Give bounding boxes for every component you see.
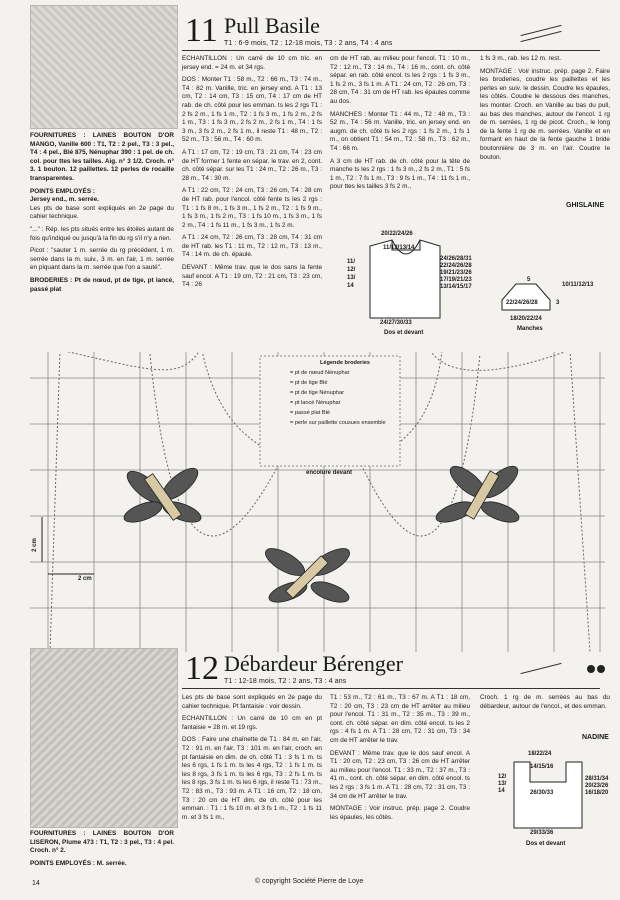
signature-12: NADINE	[582, 734, 609, 741]
col2a-11: cm de HT rab. au milieu pour l'encol. T1 : 10 m., T2 : 12 m., T3 : 14 m., T4 : 16 m., cont. ch. côté sépar. en rab. côté encol. ts les 2 rgs : 1 fs 3 m., 1 fs 2 m., 3 fs 1 m. A T1 : 24 cm, T2 : 26 cm, T3 : 28 cm, T4 : 31 cm de HT rab. les épaules comme au dos.	[330, 55, 470, 105]
schema11-top: 20/22/24/26	[381, 231, 413, 237]
manches2-11: A 3 cm de HT rab. de ch. côté pour la tête de manche ts les 2 rgs : 1 fs 3 m., 2 fs 2 m., T1 : 5 fs 1 m., T2 : 7 fs 1 m., T3 : 9 fs 1 m., T4 : 11 fs 1 m., pour ttes les tailles 3 fs 2 m.,	[330, 157, 470, 191]
difficulty-dots	[585, 660, 605, 678]
schema11-bottom: 24/27/30/33	[380, 320, 412, 326]
needles-icon	[521, 663, 562, 674]
dragonfly-left	[121, 463, 203, 526]
vest-photo	[30, 648, 178, 828]
points-jersey: Jersey end., m. serrée.	[30, 196, 99, 204]
sleeve-bottom: 18/20/22/24	[510, 316, 542, 322]
column-3-12	[330, 694, 470, 826]
devant-11: DEVANT : Même trav. que le dos sans la fente sauf encol. A T1 : 19 cm, T2 : 21 cm, T3 : 23 cm, T4 : 26	[182, 264, 322, 289]
fournitures-11: FOURNITURES : LAINES BOUTON D'OR MANGO, Vanille 600 : T1, T2 : 2 pel., T3 : 3 pel., T4 : 4 pel., Blé 875, Nénuphar 390 : 1 pel. de ch. col. pour ttes les tailles. Aig. n° 3 1/2. Croch. n° 3. 1 bouton. 12 paillettes. 12 perles de rocaille transparentes.	[30, 132, 174, 182]
column-2-12	[182, 694, 322, 826]
schema12-top: 18/22/24	[528, 751, 552, 757]
column-3-11	[330, 55, 470, 196]
left-column-12	[30, 830, 174, 872]
pattern-title-12: Débardeur Bérenger	[224, 651, 403, 676]
schema12-caption: Dos et devant	[526, 841, 566, 847]
manches-11: MANCHES : Monter T1 : 44 m., T2 : 48 m., T3 : 52 m., T4 : 56 m. Vanille, tric. en jersey end. en augm. de ch. côté ts les 2 rgs : 1 fs 2 m., 1 fs 1 m., on obtient T1 : 54 m., T2 : 58 m., T3 : 62 m., T4 : 66 m.	[330, 110, 470, 152]
legend-item: = pt lancé Nénuphar	[290, 400, 341, 406]
dos3-11: A T1 : 22 cm, T2 : 24 cm, T3 : 26 cm, T4 : 28 cm de HT rab. pour l'encol. côté fente ts les 2 rgs : T1 : 1 fs 8 m., 1 fs 3 m., 1 fs 2 m., T2 : 1 fs 9 m., 1 fs 3 m., 1 fs 2 m., T3 : 1 fs 10 m., 1 fs 3 m., 1 fs 2 m., T4 : 1 fs 11 m., 1 fs 3 m., 1 fs 2 m.	[182, 187, 322, 229]
dos4-11: A T1 : 24 cm, T2 : 26 cm, T3 : 28 cm, T4 : 31 cm de HT rab. les T1 : 11 m., T2 : 12 m., T3 : 13 m., T4 : 14 m. de ch. épaule.	[182, 234, 322, 259]
echantillon-11: ECHANTILLON : Un carré de 10 cm tric. en jersey end. = 24 m. et 34 rgs.	[182, 55, 322, 71]
dos2-11: A T1 : 17 cm, T2 : 19 cm, T3 : 21 cm, T4 : 23 cm de HT former 1 fente en sépar. le trav. en 2, cont. ch. côté sépar. sur les T1 : 24 m., T2 : 26 m., T3 : 28 m., T4 : 30 m.	[182, 148, 322, 182]
schema12-mid: 26/30/33	[530, 790, 554, 796]
sleeve-side: 3	[556, 300, 560, 306]
pattern-number-12: 12	[185, 650, 219, 687]
grid-h-label: 2 cm	[78, 576, 92, 582]
sleeve-mid: 22/24/26/28	[506, 300, 538, 306]
montage-11: MONTAGE : Voir instruc. prép. page 2. Faire les broderies, coudre les paillettes et les perles en suiv. le dessin. Coudre les épaules, les côtés. Coudre le dessous des manches, les monter. Croch. en Vanille au bas du pull, au bas des manches, autour de l'encol. 1 rg de m. serrées, 1 rg de picot. Croch., le long de la fente 1 rg de m. serrées. Vanille et en formant en haut de la fente gauche 1 bride boutonnière de 3 m. en l'air. Coudre le bouton.	[480, 67, 610, 161]
header-rule	[182, 688, 600, 689]
schema12-right: 28/31/34 20/23/26 16/18/20	[585, 776, 609, 796]
schema11-caption: Dos et devant	[384, 330, 424, 336]
schema11-left: 11/ 12/ 13/ 14	[347, 259, 356, 289]
legend-item: = pt de tige Nénuphar	[290, 390, 344, 396]
legend-item: = pt de nœud Nénuphar	[290, 370, 350, 376]
picot: Picot : "sauter 1 m. serrée du rg précédent, 1 m. serrée dans la m. suiv., 3 m. en l'air, 1 m. serrée en piquant dans la m. serrée que l'on a sauté".	[30, 247, 174, 272]
legend-item: = perle sur paillette cousues ensemble	[290, 420, 386, 426]
dragonfly-center	[261, 543, 353, 606]
intro-12: Les pts de base sont expliqués en 2e page du cahier technique. Pt fantaisie : voir dessin.	[182, 694, 322, 710]
legend-item: = passé plat Blé	[290, 410, 330, 416]
echantillon-12: ECHANTILLON : Un carré de 10 cm en pt fantaisie = 28 m. et 19 rgs.	[182, 715, 322, 731]
sleeve-top: 5	[527, 277, 531, 283]
devant-12: DEVANT : Même trav. que le dos sauf encol. A T1 : 20 cm, T2 : 23 cm, T3 : 26 cm de HT arrêter au milieu pour l'encol. T1 : 33 m., T2 : 37 m., T3 : 41 m., cont. ch. côté sépar. en dim. côté encol. ts les 2 rgs : 3 fs 1 m. A T1 : 28 cm, T2 : 31 cm, T3 : 34 cm de HT arrêter le trav.	[330, 749, 470, 800]
points-title-11: POINTS EMPLOYÉS :	[30, 187, 95, 195]
grid-v-label: 2 cm	[31, 538, 38, 552]
pattern-sizes-11: T1 : 6-9 mois, T2 : 12-18 mois, T3 : 2 ans, T4 : 4 ans	[224, 40, 393, 47]
dragonfly-right	[433, 461, 522, 526]
dos-12: DOS : Faire une chaînette de T1 : 84 m. en l'air, T2 : 91 m. en l'air, T3 : 101 m. en l'air, croch. en pt fantaisie en dim. de ch. côté T1 : 3 fs 1 m. ts les 6 rgs, 1 fs 1 m. ts les 4 rgs, T2 : 1 fs 1 m. ts les 8 rgs, 3 fs 1 m. ts les 6 rgs, T3 : 2 fs 1 m. ts les 8 rgs, 3 fs 1 m. ts les 6 rgs, il reste T1 : 73 m., T2 : 83 m., T3 : 93 m. A T1 : 16 cm, T2 : 18 cm, T3 : 20 cm de HT dim. de ch. côté pour les emman. : T1 : 1 fs 10 m. et 3 fs 1 m., T2 : 1 fs 11 m. et 3 fs 1 m.,	[182, 736, 322, 821]
legend-title: Légende broderies	[319, 360, 371, 366]
montage-12: MONTAGE : Voir instruc. prép. page 2. Coudre les épaules, les côtés.	[330, 805, 470, 821]
sleeve-right: 10/11/12/13	[562, 282, 594, 288]
schema12-neck: 14/15/16	[530, 764, 554, 770]
schema12-left: 12/ 13/ 14	[498, 774, 507, 794]
embroidery-legend	[290, 358, 400, 428]
legend-item: = pt de tige Blé	[290, 380, 328, 386]
pattern-title-11: Pull Basile	[224, 13, 320, 38]
pattern-sizes-12: T1 : 12-18 mois, T2 : 2 ans, T3 : 4 ans	[224, 678, 347, 685]
schema11-right: 24/26/28/31 22/24/26/28 19/21/23/26 17/19/21/23 13/14/15/17	[440, 256, 472, 290]
copyright: © copyright Société Pierre de Loye	[255, 878, 364, 885]
schema11-neck: 11/12/13/14	[383, 245, 415, 251]
encolure-label: encolure devant	[306, 470, 353, 476]
col3-11: 1 fs 3 m., rab. les 12 m. rest.	[480, 55, 561, 62]
sleeve-caption: Manches	[517, 326, 543, 332]
needles-icon	[521, 25, 562, 36]
column-2-11	[182, 55, 322, 294]
points-12: POINTS EMPLOYÉS : M. serrée.	[30, 859, 127, 867]
page-number: 14	[32, 880, 40, 887]
broderies: BRODERIES : Pt de nœud, pt de tige, pt lancé, passé plat	[30, 276, 174, 293]
fournitures-12: FOURNITURES : LAINES BOUTON D'OR LISERON, Plume 473 : T1, T2 : 3 pel., T3 : 4 pel. Croch. n° 2.	[30, 830, 174, 855]
dos-11: DOS : Monter T1 : 58 m., T2 : 66 m., T3 : 74 m., T4 : 82 m. Vanille, tric. en jersey end. A T1 : 13 cm, T2 : 14 cm, T3 : 15 cm, T4 : 17 cm de HT rab. de ch. côté pour les emman. ts les 2 rgs T1 : 2 fs 2 m., 1 fs 1 m., T2 : 1 fs 3 m., 1 fs 2 m., 2 fs 1 m., T3 : 1 fs 3 m., 2 fs 2 m., 2 fs 1 m., T4 : 1 fs 3 m., 3 fs 2 m., 2 fs 1 m., il reste T1 : 48 m., T2 : 52 m., T3 : 56 m., T4 : 60 m.	[182, 76, 322, 144]
signature-11: GHISLAINE	[566, 202, 605, 209]
col3-12: Croch. 1 rg de m. serrées au bas du débardeur, autour de l'encol., et des emman.	[480, 694, 610, 710]
col2-12: T1 : 53 m., T2 : 61 m., T3 : 67 m. A T1 : 18 cm, T2 : 20 cm, T3 : 23 cm de HT arrêter au milieu pour l'encol. T1 : 31 m., T2 : 35 m., T3 : 39 m., cont. ch. côté sépar. en dim. côté encol. ts les 2 rgs : 4 fs 1 m. A T1 : 28 cm, T2 : 31 cm, T3 : 34 cm de HT arrêter le trav.	[330, 694, 470, 744]
left-column-11	[30, 132, 174, 298]
column-4-12	[480, 694, 610, 715]
points-note: "..." : Rép. les pts situés entre les étoiles autant de fois qu'indiqué ou jusqu'à la fin du rg s'il n'y a rien.	[30, 225, 174, 242]
pattern-number-11: 11	[185, 12, 218, 49]
column-4-11	[480, 55, 610, 166]
points-base: Les pts de base sont expliqués en 2e page du cahier technique.	[30, 204, 174, 221]
header-rule	[182, 50, 600, 51]
sweater-photo	[30, 5, 178, 129]
schema12-bottom: 29/33/36	[530, 830, 554, 836]
